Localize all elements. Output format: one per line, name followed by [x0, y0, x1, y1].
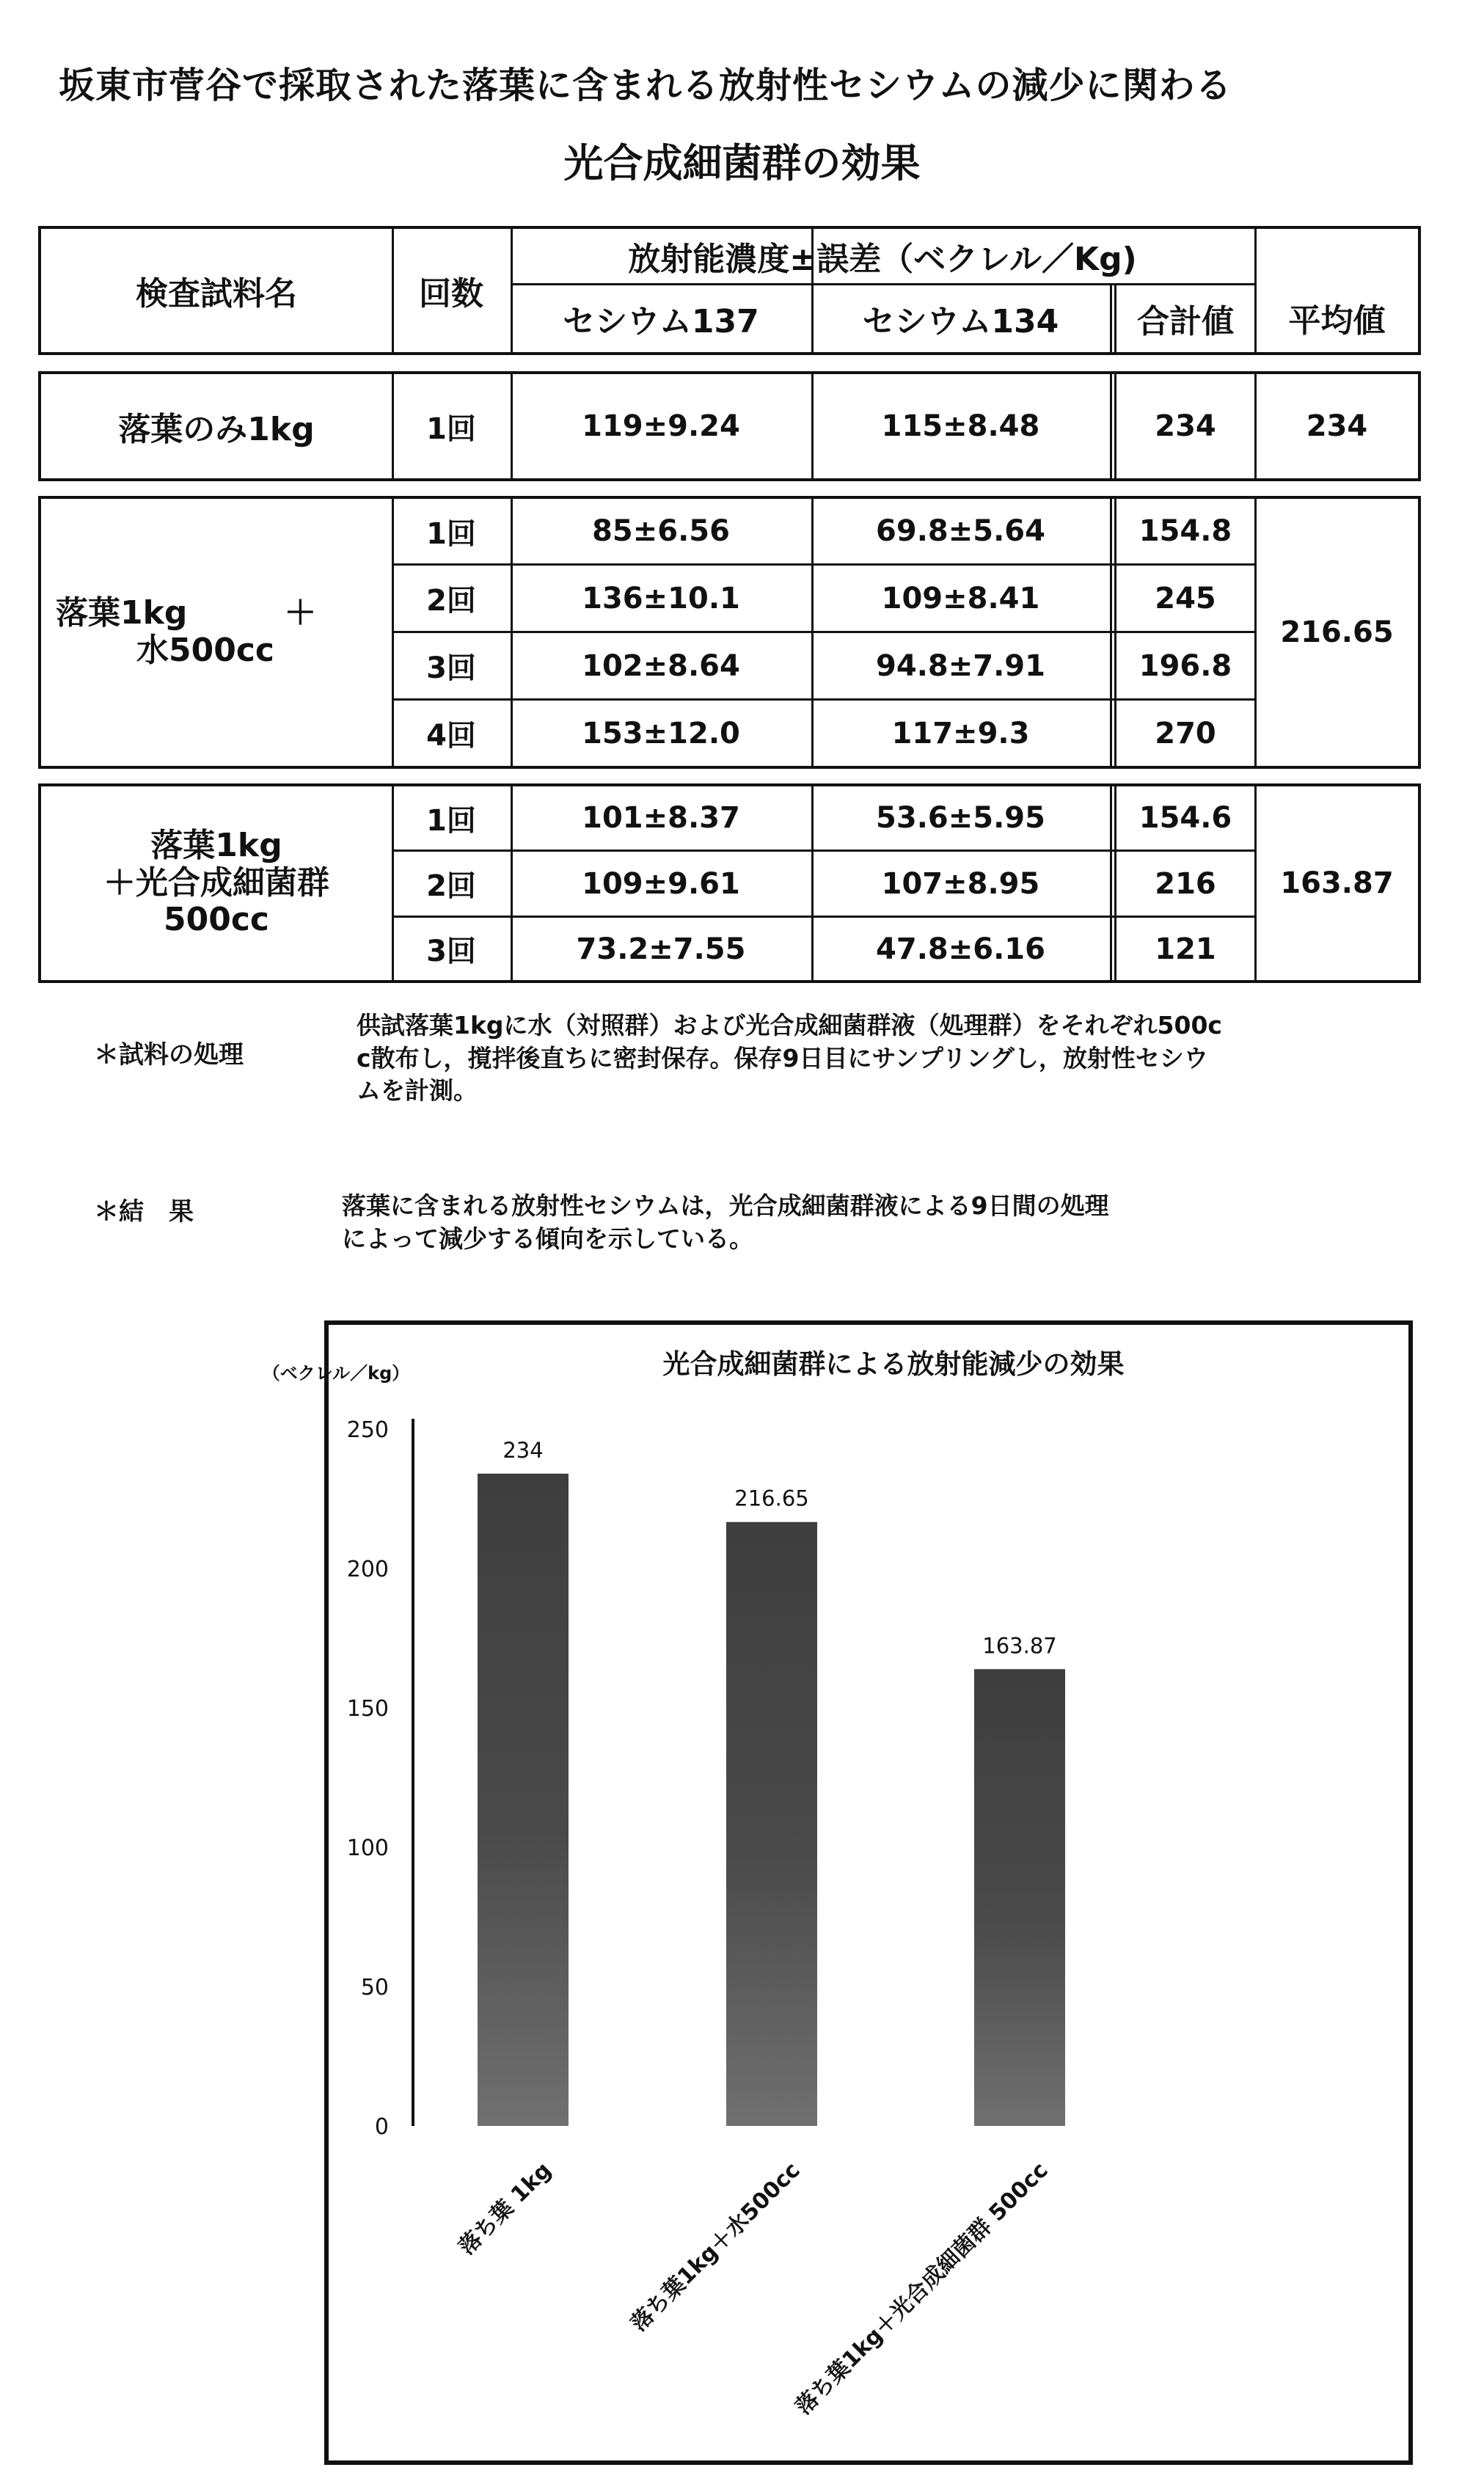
group2-row1-count: 1回 — [426, 516, 476, 551]
header-concentration: 放射能濃度±誤差（ベクレル／Kg) — [628, 241, 1137, 278]
group2-row4-total: 270 — [1155, 716, 1216, 750]
group3-row2-cs137: 109±9.61 — [582, 866, 740, 901]
group3-name-line2: ＋光合成細菌群 — [103, 863, 329, 902]
group2-name-line2: 水500cc — [136, 632, 275, 669]
x-category-label: 落ち葉 1kg — [453, 2157, 557, 2260]
group1-row1-cs137: 119±9.24 — [582, 409, 740, 443]
group2-row3-count: 3回 — [426, 651, 476, 685]
group3-row1-count: 1回 — [426, 803, 476, 838]
y-tick-label: 200 — [346, 1557, 389, 1582]
group2-row3-total: 196.8 — [1138, 648, 1232, 683]
group2-row4-count: 4回 — [426, 719, 476, 753]
group2-row3-cs134: 94.8±7.91 — [876, 648, 1045, 683]
header-cs137: セシウム137 — [563, 303, 759, 340]
group2-row3-cs137: 102±8.64 — [582, 648, 740, 683]
data-label: 234 — [502, 1437, 544, 1463]
y-tick-label: 50 — [360, 1975, 389, 2000]
group1-average: 234 — [1306, 409, 1368, 443]
group2-row4-cs137: 153±12.0 — [582, 716, 740, 750]
y-tick-label: 100 — [346, 1835, 389, 1861]
header-sample-name: 検査試料名 — [136, 275, 297, 313]
y-tick-label: 150 — [346, 1696, 389, 1722]
group3-row1-cs137: 101±8.37 — [582, 801, 740, 835]
group2-name-line1: 落葉1kg ＋ — [56, 594, 317, 632]
header-cs134: セシウム134 — [862, 303, 1059, 340]
group3-row3-cs134: 47.8±6.16 — [876, 932, 1045, 966]
group1-name: 落葉のみ1kg — [118, 411, 315, 448]
group2-row2-cs134: 109±8.41 — [881, 581, 1040, 615]
bar — [974, 1669, 1065, 2126]
page-title-line2: 光合成細菌群の効果 — [563, 140, 921, 186]
group3-row2-cs134: 107±8.95 — [881, 866, 1040, 901]
y-tick-label: 250 — [346, 1417, 389, 1443]
group3-row2-count: 2回 — [426, 869, 476, 903]
x-category-label: 落ち葉1kg＋水500cc — [626, 2157, 805, 2337]
group2-row4-cs134: 117±9.3 — [891, 716, 1030, 750]
chart-title: 光合成細菌群による放射能減少の効果 — [662, 1348, 1125, 1380]
data-label: 216.65 — [734, 1486, 809, 1511]
bar — [726, 1522, 817, 2126]
group3-row2-total: 216 — [1155, 866, 1216, 901]
group3-row3-total: 121 — [1155, 932, 1216, 966]
treatment-line-1: 供試落葉1kgに水（対照群）および光合成細菌群液（処理群）をそれぞれ500c — [357, 1011, 1222, 1039]
bar — [478, 1474, 569, 2126]
group2-row1-cs134: 69.8±5.64 — [876, 514, 1045, 548]
y-tick-label: 0 — [374, 2114, 389, 2140]
result-line-2: によって減少する傾向を示している。 — [342, 1224, 753, 1253]
data-label: 163.87 — [982, 1633, 1057, 1659]
group3-row1-total: 154.6 — [1138, 801, 1232, 835]
group2-row2-total: 245 — [1155, 581, 1216, 615]
group2-row1-total: 154.8 — [1138, 514, 1232, 548]
group2-row2-count: 2回 — [426, 584, 476, 618]
result-label: ＊結 果 — [94, 1197, 194, 1227]
group3-row3-cs137: 73.2±7.55 — [576, 932, 746, 966]
group3-row3-count: 3回 — [426, 935, 476, 968]
group1-row1-total: 234 — [1155, 409, 1216, 443]
header-average: 平均値 — [1288, 302, 1386, 340]
page-title-line1: 坂東市菅谷で採取された落葉に含まれる放射性セシウムの減少に関わる — [59, 65, 1232, 106]
group1-row1-cs134: 115±8.48 — [881, 409, 1040, 443]
header-count: 回数 — [419, 275, 483, 313]
treatment-line-3: ムを計測。 — [357, 1076, 478, 1106]
group3-name-line3: 500cc — [163, 901, 269, 939]
treatment-label: ＊試料の処理 — [94, 1040, 244, 1070]
group2-row2-cs137: 136±10.1 — [582, 581, 740, 615]
x-category-label: 落ち葉1kg＋光合成細菌群 500cc — [790, 2157, 1053, 2420]
group2-average: 216.65 — [1280, 615, 1394, 649]
chart-y-label: （ベクレル／kg） — [262, 1363, 410, 1384]
group3-average: 163.87 — [1280, 866, 1394, 900]
group1-row1-count: 1回 — [426, 412, 476, 446]
group3-row1-cs134: 53.6±5.95 — [876, 801, 1045, 835]
treatment-line-2: c散布し，撹拌後直ちに密封保存。保存9日目にサンプリングし，放射性セシウ — [357, 1043, 1208, 1073]
result-line-1: 落葉に含まれる放射性セシウムは，光合成細菌群液による9日間の処理 — [342, 1191, 1109, 1220]
group3-name-line1: 落葉1kg — [150, 827, 282, 865]
header-total: 合計値 — [1137, 303, 1234, 340]
group2-row1-cs137: 85±6.56 — [592, 514, 730, 548]
